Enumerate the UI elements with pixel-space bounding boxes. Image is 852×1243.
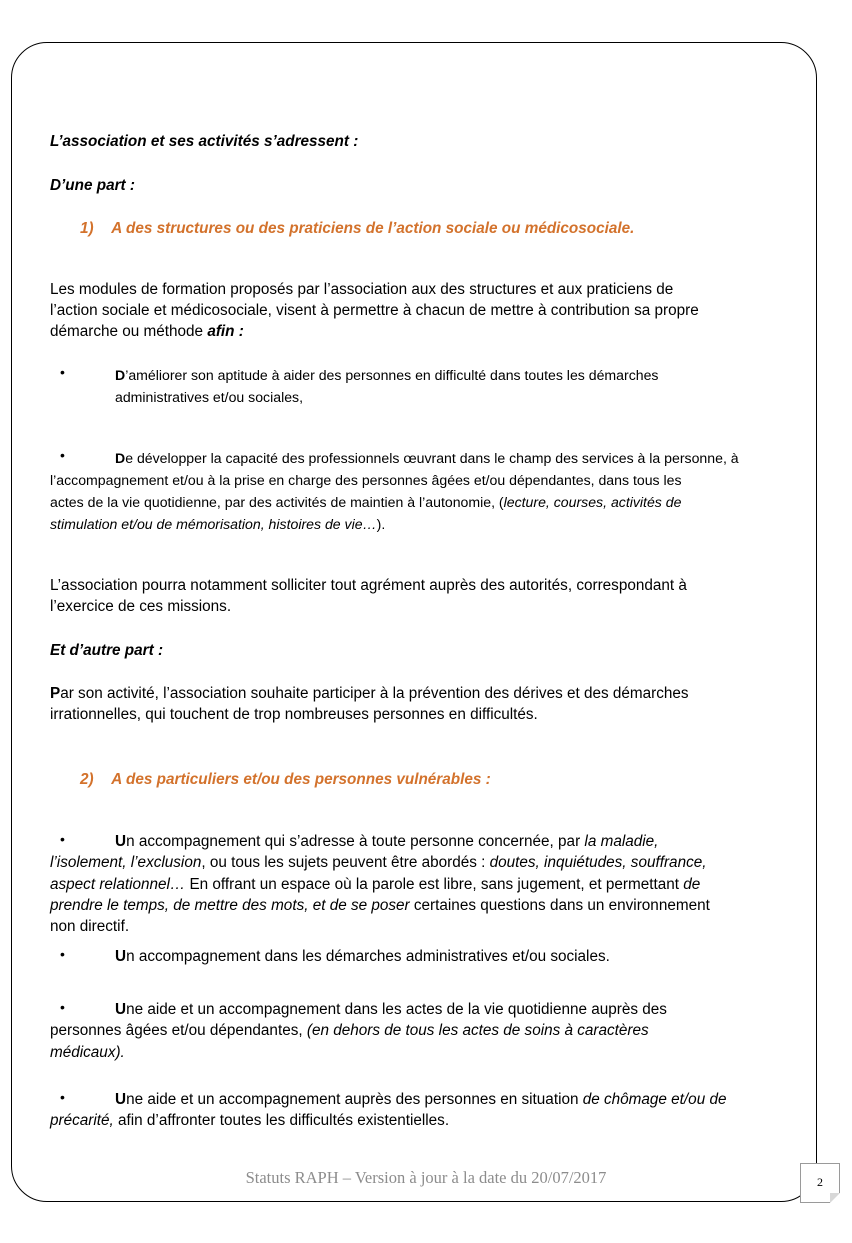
paragraph-line: l’exercice de ces missions. bbox=[50, 598, 232, 615]
emphasis-afin: afin : bbox=[207, 323, 244, 340]
section-two-heading bbox=[50, 769, 491, 790]
bullet-text: , ou tous les sujets peuvent être abordés : bbox=[201, 854, 490, 871]
bullet-icon: • bbox=[60, 999, 65, 1015]
bullet-line bbox=[50, 1110, 449, 1131]
bullet-icon: • bbox=[60, 447, 65, 463]
bullet-text: personnes âgées et/ou dépendantes, bbox=[50, 1022, 307, 1039]
bullet-italic: la maladie, bbox=[584, 833, 659, 850]
section-two-number: 2) bbox=[80, 771, 94, 788]
bullet-initial: D bbox=[115, 367, 126, 383]
bullet-line: administratives et/ou sociales, bbox=[115, 389, 304, 405]
bullet-initial: D bbox=[115, 450, 126, 466]
bullet-line bbox=[115, 999, 667, 1020]
paragraph-initial: P bbox=[50, 685, 61, 702]
bullet-text: certaines questions dans un environnement bbox=[409, 897, 710, 914]
bullet-text: ne aide et un accompagnement dans les actes de la vie quotidienne auprès des bbox=[126, 1001, 667, 1018]
paragraph-text: démarche ou méthode bbox=[50, 323, 208, 340]
bullet-text: e développer la capacité des professionnels œuvrant dans le champ des services à la personne, à bbox=[125, 450, 739, 466]
bullet-italic: (en dehors de tous les actes de soins à caractères bbox=[306, 1022, 649, 1039]
bullet-line bbox=[50, 852, 706, 873]
bullet-line bbox=[50, 895, 710, 916]
bullet-line bbox=[115, 831, 658, 852]
bullet-line bbox=[50, 1020, 649, 1041]
bullet-line bbox=[115, 1089, 726, 1110]
section-one-title: A des structures ou des praticiens de l’action sociale ou médicosociale. bbox=[111, 220, 635, 237]
intro-heading: L’association et ses activités s’adressent : bbox=[50, 133, 359, 150]
paragraph-text: ar son activité, l’association souhaite participer à la prévention des dérives et des démarches bbox=[60, 685, 689, 702]
paragraph-line bbox=[50, 683, 759, 704]
part-one-label: D’une part : bbox=[50, 177, 135, 194]
bullet-line bbox=[50, 513, 385, 535]
bullet-text: n accompagnement qui s’adresse à toute personne concernée, par bbox=[126, 833, 585, 850]
bullet-line bbox=[50, 874, 700, 895]
bullet-icon: • bbox=[60, 364, 65, 380]
paragraph-line: L’association pourra notamment solliciter tout agrément auprès des autorités, correspondant à bbox=[50, 577, 687, 594]
bullet-italic: médicaux). bbox=[50, 1044, 125, 1061]
bullet-line bbox=[115, 946, 610, 967]
bullet-italic: précarité, bbox=[50, 1112, 114, 1129]
bullet-italic: l’isolement, l’exclusion bbox=[50, 854, 202, 871]
section-two-title: A des particuliers et/ou des personnes vulnérables : bbox=[111, 771, 491, 788]
bullet-initial: U bbox=[115, 833, 127, 850]
bullet-icon: • bbox=[60, 831, 65, 847]
bullet-line bbox=[115, 364, 658, 386]
section-one-heading bbox=[50, 218, 635, 239]
bullet-text: ’améliorer son aptitude à aider des personnes en difficulté dans toutes les démarches bbox=[125, 367, 659, 383]
bullet-icon: • bbox=[60, 1089, 65, 1105]
bullet-initial: U bbox=[115, 1091, 127, 1108]
bullet-italic: de bbox=[683, 876, 701, 893]
bullet-icon: • bbox=[60, 946, 65, 962]
bullet-italic: de chômage et/ou de bbox=[582, 1091, 727, 1108]
bullet-italic: lecture, courses, activités de bbox=[503, 494, 682, 510]
bullet-line: non directif. bbox=[50, 918, 130, 935]
paragraph-line: Les modules de formation proposés par l’association aux des structures et aux praticiens de bbox=[50, 281, 674, 298]
section-one-number: 1) bbox=[80, 220, 94, 237]
paragraph-line: irrationnelles, qui touchent de trop nombreuses personnes en difficultés. bbox=[50, 706, 538, 723]
bullet-line: l’accompagnement et/ou à la prise en charge des personnes âgées et/ou dépendantes, dans tous les bbox=[50, 472, 682, 488]
bullet-text: n accompagnement dans les démarches administratives et/ou sociales. bbox=[126, 948, 610, 965]
bullet-text: actes de la vie quotidienne, par des activités de maintien à l’autonomie, ( bbox=[50, 494, 504, 510]
bullet-initial: U bbox=[115, 1001, 127, 1018]
bullet-line bbox=[50, 491, 681, 513]
bullet-text: afin d’affronter toutes les difficultés existentielles. bbox=[113, 1112, 450, 1129]
paragraph-line: l’action sociale et médicosociale, visent à permettre à chacun de mettre à contribution sa propre bbox=[50, 302, 699, 319]
bullet-italic: doutes, inquiétudes, souffrance, bbox=[489, 854, 707, 871]
bullet-italic: stimulation et/ou de mémorisation, histoires de vie… bbox=[50, 516, 377, 532]
bullet-text: ). bbox=[376, 516, 386, 532]
bullet-initial: U bbox=[115, 948, 127, 965]
page-number: 2 bbox=[800, 1163, 840, 1203]
page-footer: Statuts RAPH – Version à jour à la date du 20/07/2017 bbox=[245, 1168, 607, 1187]
bullet-text: ne aide et un accompagnement auprès des personnes en situation bbox=[126, 1091, 583, 1108]
bullet-italic: aspect relationnel… bbox=[50, 876, 186, 893]
bullet-italic: prendre le temps, de mettre des mots, et de se poser bbox=[50, 897, 410, 914]
bullet-text: En offrant un espace où la parole est libre, sans jugement, et permettant bbox=[185, 876, 684, 893]
paragraph-line bbox=[50, 321, 244, 342]
part-two-label: Et d’autre part : bbox=[50, 642, 164, 659]
bullet-line bbox=[115, 447, 739, 469]
bullet-line bbox=[50, 1042, 125, 1063]
